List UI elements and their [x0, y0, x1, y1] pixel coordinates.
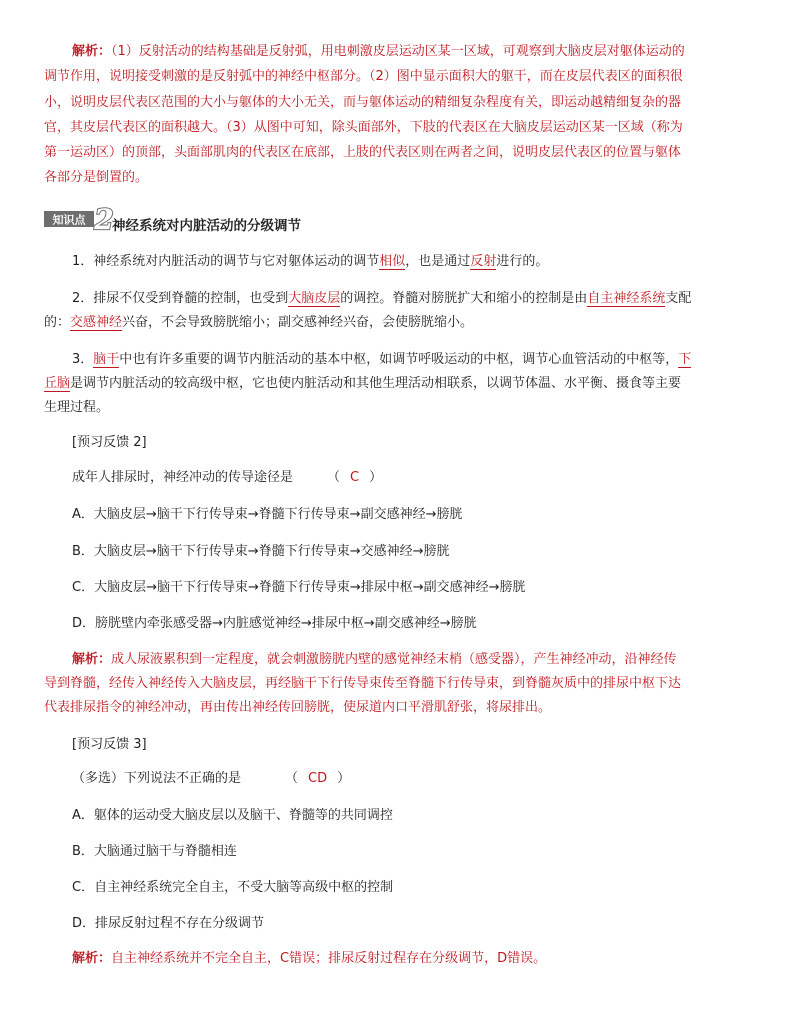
- fill-blank: 反射: [470, 254, 497, 269]
- point-text: 的：: [44, 315, 71, 330]
- point-text: 2．排尿不仅受到脊髓的控制，也受到: [72, 291, 289, 306]
- q2-analysis-line-1: [72, 650, 677, 670]
- fill-blank: 下: [678, 352, 692, 367]
- answer-value: CD: [308, 771, 328, 786]
- fill-blank: 交感神经: [70, 315, 123, 330]
- q3-header: [预习反馈 3]: [72, 737, 147, 752]
- q2-option-d: D．膀胱壁内牵张感受器→内脏感觉神经→排尿中枢→副交感神经→膀胱: [72, 616, 477, 631]
- analysis-1-line-3: 小，说明皮层代表区范围的大小与躯体的大小无关，而与躯体运动的精细复杂程度有关，即运动越精细复杂的器: [44, 95, 682, 110]
- fill-blank: 大脑皮层: [288, 291, 341, 306]
- answer-paren: （: [327, 470, 341, 485]
- q3-analysis: [72, 949, 546, 969]
- knowledge-point-title: 神经系统对内脏活动的分级调节: [112, 218, 301, 234]
- analysis-1-line-4: 官，其皮层代表区的面积越大。（3）从图中可知，除头面部外，下肢的代表区在大脑皮层运动区某一区域（称为: [44, 120, 683, 135]
- point-text: 兴奋，不会导致膀胱缩小；副交感神经兴奋，会使膀胱缩小。: [122, 315, 474, 330]
- analysis-1-line-1: [72, 42, 685, 62]
- q2-stem: [72, 468, 382, 488]
- point-text: 支配: [665, 291, 692, 306]
- analysis-text: （1）反射活动的结构基础是反射弧，用电刺激皮层运动区某一区域，可观察到大脑皮层对躯体运动的: [111, 44, 685, 59]
- point-2-line-2: [44, 313, 473, 333]
- point-text: 是调节内脏活动的较高级中枢，它也使内脏活动和其他生理活动相联系，以调节体温、水平衡、摄食等主要: [70, 376, 682, 391]
- point-text: 的调控。脊髓对膀胱扩大和缩小的控制是由: [340, 291, 588, 306]
- analysis-text: 自主神经系统并不完全自主，C错误；排尿反射过程存在分级调节，D错误。: [111, 951, 547, 966]
- analysis-text: 成人尿液累积到一定程度，就会刺激膀胱内壁的感觉神经末梢（感受器），产生神经冲动，沿神经传: [111, 652, 677, 667]
- knowledge-badge-text: 知识点: [52, 213, 86, 227]
- analysis-1-line-2: 调节作用，说明接受刺激的是反射弧中的神经中枢部分。（2）图中显示面积大的躯干，而在皮层代表区的面积很: [44, 69, 683, 84]
- q2-analysis-line-2: 导到脊髓，经传入神经传入大脑皮层，再经脑干下行传导束传至脊髓下行传导束，到脊髓灰质中的排尿中枢下达: [44, 676, 682, 691]
- question-stem: （多选）下列说法不正确的是: [72, 771, 242, 786]
- answer-paren: ）: [369, 470, 383, 485]
- knowledge-badge-graphic: [42, 203, 122, 233]
- analysis-label: 解析：: [72, 951, 112, 966]
- point-3-line-3: 生理过程。: [44, 400, 110, 415]
- point-3-line-1: [72, 350, 691, 370]
- q2-header: [预习反馈 2]: [72, 435, 147, 450]
- answer-paren: （: [285, 771, 299, 786]
- point-text: 3．: [72, 352, 94, 367]
- analysis-1-line-5: 第一运动区）的顶部，头面部肌肉的代表区在底部，上肢的代表区则在两者之间，说明皮层代表区的位置与躯体: [44, 145, 682, 160]
- fill-blank: 相似: [379, 254, 406, 269]
- q2-option-c: C．大脑皮层→脑干下行传导束→脊髓下行传导束→排尿中枢→副交感神经→膀胱: [72, 580, 526, 595]
- q3-stem: [72, 769, 350, 789]
- fill-blank: 自主神经系统: [587, 291, 666, 306]
- q2-option-b: B．大脑皮层→脑干下行传导束→脊髓下行传导束→交感神经→膀胱: [72, 544, 450, 559]
- q2-analysis-line-3: 代表排尿指令的神经冲动，再由传出神经传回膀胱，使尿道内口平滑肌舒张，将尿排出。: [44, 700, 552, 715]
- q2-option-a: A．大脑皮层→脑干下行传导束→脊髓下行传导束→副交感神经→膀胱: [72, 507, 463, 522]
- fill-blank: 丘脑: [44, 376, 71, 391]
- q3-option-d: D．排尿反射过程不存在分级调节: [72, 916, 265, 931]
- analysis-1-line-6: 各部分是倒置的。: [44, 170, 149, 185]
- answer-paren: ）: [337, 771, 351, 786]
- point-text: 进行的。: [496, 254, 549, 269]
- fill-blank: 脑干: [93, 352, 120, 367]
- q3-option-c: C．自主神经系统完全自主，不受大脑等高级中枢的控制: [72, 880, 394, 895]
- point-text: 1．神经系统对内脏活动的调节与它对躯体运动的调节: [72, 254, 380, 269]
- answer-value: C: [350, 470, 360, 485]
- q3-option-b: B．大脑通过脑干与脊髓相连: [72, 844, 237, 859]
- point-text: ，也是通过: [405, 254, 471, 269]
- q3-option-a: A．躯体的运动受大脑皮层以及脑干、脊髓等的共同调控: [72, 808, 393, 823]
- point-2-line-1: [72, 289, 691, 309]
- point-3-line-2: [44, 374, 681, 394]
- question-stem: 成年人排尿时，神经冲动的传导途径是: [72, 470, 294, 485]
- analysis-label: 解析：: [72, 652, 112, 667]
- analysis-label: 解析：: [72, 44, 112, 59]
- knowledge-badge-number: 2: [94, 203, 114, 233]
- point-text: 中也有许多重要的调节内脏活动的基本中枢，如调节呼吸运动的中枢，调节心血管活动的中枢等，: [119, 352, 679, 367]
- knowledge-point-badge: [42, 203, 122, 233]
- point-1: [72, 252, 548, 272]
